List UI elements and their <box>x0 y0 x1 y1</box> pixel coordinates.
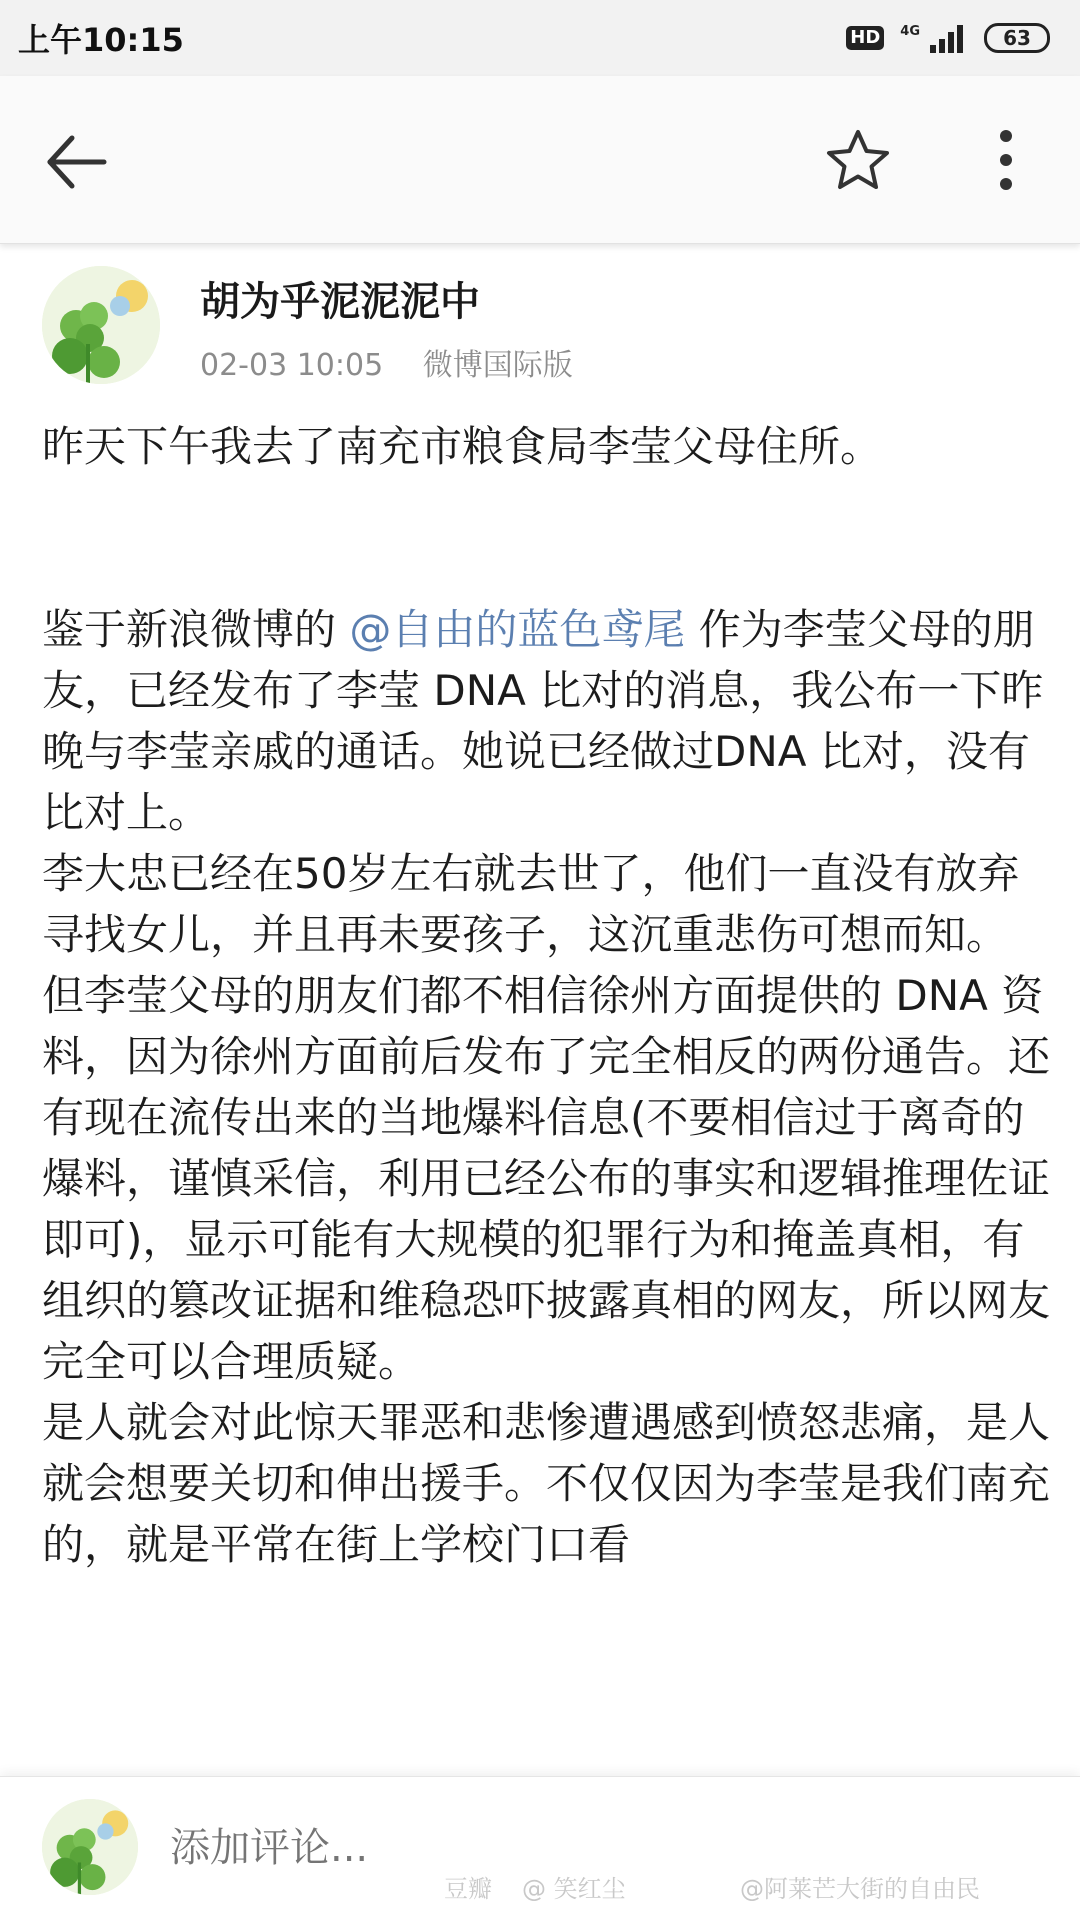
clover-avatar-icon <box>42 266 160 384</box>
current-user-avatar <box>42 1799 138 1895</box>
status-icons <box>846 23 1050 53</box>
signal-icon <box>928 23 968 53</box>
author-avatar[interactable] <box>42 266 160 384</box>
user-mention-link[interactable]: @自由的蓝色鸢尾 <box>349 605 686 654</box>
watermark-text: @阿莱芒大街的自由民 <box>740 1875 980 1903</box>
watermark-text: 豆瓣 <box>444 1875 492 1903</box>
post-paragraph: 但李莹父母的朋友们都不相信徐州方面提供的 DNA 资料，因为徐州方面前后发布了完全相反的两份通告。还有现在流传出来的当地爆料信息(不要相信过于离奇的爆料，谨慎采信，利用已经公布的事实和逻辑推理佐证即可)，显示可能有大规模的犯罪行为和掩盖真相，有组织的篡改证据和维稳恐吓披露真相的网友，所以网友完全可以合理质疑。 <box>42 971 1051 1386</box>
comment-input[interactable] <box>168 1813 568 1883</box>
text-segment: 鉴于新浪微博的 <box>42 605 350 654</box>
battery-level: 63 <box>1003 26 1031 50</box>
post-paragraph: 李大忠已经在50岁左右就去世了，他们一直没有放弃寻找女儿，并且再未要孩子，这沉重悲伤可想而知。 <box>42 849 1020 959</box>
paragraph-spacer <box>42 477 1052 599</box>
comment-bar <box>0 1776 1080 1920</box>
status-time: 上午10:15 <box>18 21 184 59</box>
author-name[interactable]: 胡为乎泥泥泥中 <box>200 279 480 325</box>
post-source: 微博国际版 <box>422 348 573 383</box>
more-options-icon[interactable] <box>976 124 1036 196</box>
favorite-star-icon[interactable] <box>822 124 894 196</box>
post-paragraph: 昨天下午我去了南充市粮食局李莹父母住所。 <box>42 422 883 471</box>
app-bar <box>0 76 1080 244</box>
post-date: 02-03 10:05 <box>200 348 384 383</box>
post-paragraph: 是人就会对此惊天罪恶和悲惨遭遇感到愤怒悲痛，是人就会想要关切和伸出援手。不仅仅因为李莹是我们南充的，就是平常在街上学校门口看 <box>42 1398 1051 1569</box>
back-arrow-icon[interactable] <box>40 126 112 198</box>
post-meta <box>200 340 573 384</box>
status-bar <box>0 0 1080 76</box>
hd-icon: HD <box>846 26 884 50</box>
network-type-label: 4G <box>900 23 920 39</box>
battery-icon <box>984 23 1050 53</box>
text-segment: 作为李莹父母的朋友，已经发布了李莹 DNA 比对的消息，我公布一下昨晚与李莹亲戚的通话。她说已经做过DNA 比对，没有比对上。 <box>42 605 1044 837</box>
watermark-text: @ 笑红尘 <box>522 1875 626 1903</box>
post-paragraph <box>42 599 1052 843</box>
clover-avatar-icon <box>42 1799 138 1895</box>
post-body <box>42 416 1052 1575</box>
